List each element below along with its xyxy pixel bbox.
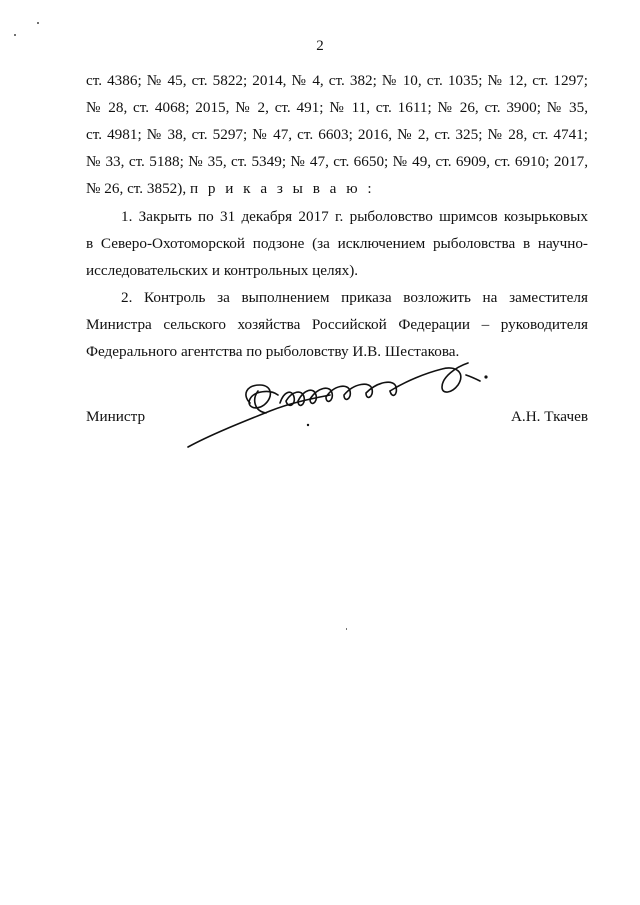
item1-line3: исследовательских и контрольных целях). (86, 262, 359, 279)
signatory-name: А.Н. Ткачев (510, 408, 588, 425)
item2-line3: Федерального агентства по рыболовству И.В. Шестакова. (86, 343, 460, 360)
item2-line2: Министра сельского хозяйства Российской Федерации – руководителя (86, 316, 588, 333)
scan-speck (346, 628, 347, 630)
item2-line1: 2. Контроль за выполнением приказа возложить на заместителя (121, 289, 588, 306)
scan-speck (37, 22, 39, 24)
scan-speck (14, 34, 16, 36)
citation-line: № 28, ст. 4068; 2015, № 2, ст. 491; № 11, ст. 1611; № 26, ст. 3900; № 35, (86, 99, 588, 116)
citation-last-line (86, 180, 588, 198)
page-number: 2 (316, 38, 324, 54)
signature-row (86, 408, 588, 428)
item1-line1: 1. Закрыть по 31 декабря 2017 г. рыболовство шримсов козырьковых (121, 208, 588, 225)
citation-tail: № 26, ст. 3852), (86, 180, 187, 197)
order-word: п р и к а з ы в а ю : (189, 180, 375, 197)
signatory-title: Министр (86, 408, 146, 425)
citation-line: ст. 4981; № 38, ст. 5297; № 47, ст. 6603; 2016, № 2, ст. 325; № 28, ст. 4741; (86, 126, 588, 143)
item1-line2: в Северо-Охотоморской подзоне (за исключением рыболовства в научно- (86, 235, 588, 252)
citation-line: ст. 4386; № 45, ст. 5822; 2014, № 4, ст. 382; № 10, ст. 1035; № 12, ст. 1297; (86, 72, 588, 89)
handwritten-signature (180, 355, 500, 455)
citation-line: № 33, ст. 5188; № 35, ст. 5349; № 47, ст. 6650; № 49, ст. 6909, ст. 6910; 2017, (86, 153, 588, 170)
